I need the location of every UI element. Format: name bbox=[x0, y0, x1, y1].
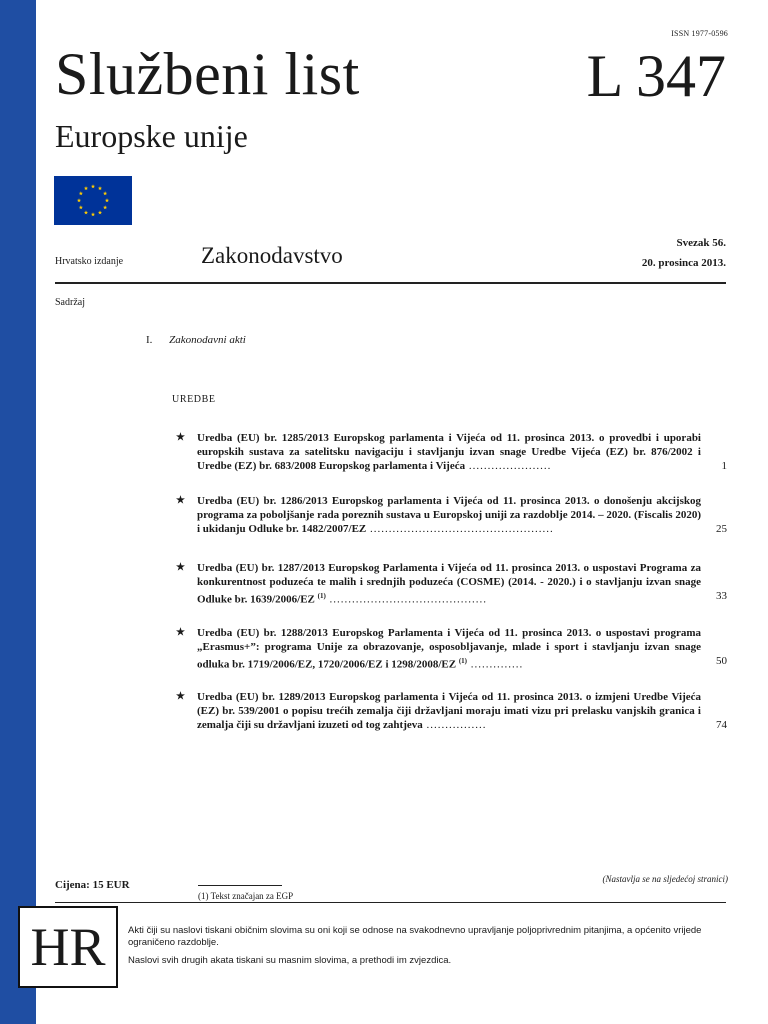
footnote-text: Tekst značajan za EGP bbox=[210, 891, 294, 901]
star-icon: ★ bbox=[176, 432, 185, 443]
toc-entry-5[interactable] bbox=[176, 690, 727, 732]
volume-number: Svezak 56. bbox=[676, 237, 726, 249]
footer-notes bbox=[128, 925, 726, 973]
section-title: Zakonodavstvo bbox=[201, 243, 343, 268]
footer-note-1: Akti čiji su naslovi tiskani običnim slovima su oni koji se odnose na svakodnevno upravljanje poljoprivrednim pitanjima, a općenito vrijede ograničeno razdoblje. bbox=[128, 925, 702, 948]
star-icon: ★ bbox=[176, 691, 185, 702]
price: Cijena: 15 EUR bbox=[55, 879, 130, 891]
toc-entry-3[interactable] bbox=[176, 561, 727, 607]
entry-title: Uredba (EU) br. 1286/2013 Europskog parlamenta i Vijeća od 11. prosinca 2013. o donošenju akcijskog programa za poboljšanje rada poreznih sustava u Europskoj uniji za razdoblje 2014. – 2020. (Fiscalis 2020) i ukidanju Odluke br. 1482/2007/EZ bbox=[197, 495, 701, 535]
entry-page: 50 bbox=[716, 655, 727, 667]
category-label: UREDBE bbox=[172, 394, 216, 405]
volume-info bbox=[642, 233, 726, 273]
entry-title: Uredba (EU) br. 1285/2013 Europskog parlamenta i Vijeća od 11. prosinca 2013. o provedbi i uporabi europskih sustava za satelitsku navigaciju i stavljanju izvan snage Uredbe Vijeća (EZ) br. 876/2002 i Uredbe (EZ) br. 683/2008 Europskog parlamenta i Vijeća bbox=[197, 432, 701, 472]
toc-entry-1[interactable] bbox=[176, 431, 727, 473]
part-number: I. bbox=[146, 334, 153, 346]
blue-side-bar bbox=[0, 0, 36, 1024]
leader-dots: .............. bbox=[467, 658, 524, 671]
footnote-ref[interactable]: (1) bbox=[317, 592, 326, 600]
footer-rule bbox=[55, 902, 726, 903]
leader-dots: ................................................. bbox=[366, 523, 554, 535]
eu-flag-icon bbox=[54, 176, 132, 225]
contents-label: Sadržaj bbox=[55, 297, 85, 308]
entry-page: 1 bbox=[721, 460, 727, 472]
star-icon: ★ bbox=[176, 627, 185, 638]
leader-dots: ...................... bbox=[465, 460, 552, 472]
continued-note: (Nastavlja se na sljedećoj stranici) bbox=[602, 874, 728, 884]
toc-entry-4[interactable] bbox=[176, 626, 727, 672]
part-heading bbox=[146, 334, 246, 346]
footer-note-2: Naslovi svih drugih akata tiskani su masnim slovima, a prethodi im zvjezdica. bbox=[128, 955, 452, 966]
leader-dots: .......................................... bbox=[325, 593, 488, 606]
entry-title: Uredba (EU) br. 1288/2013 Europskog Parlamenta i Vijeća od 11. prosinca 2013. o uspostavi programa „Erasmus+”: programa Unije za obrazovanje, osposobljavanje, mlade i sport i stavljanju izvan snage odluka br. 1719/2006/EZ, 1720/2006/EZ i 1298/2008/EZ bbox=[197, 627, 701, 671]
star-icon: ★ bbox=[176, 562, 185, 573]
footnote-mark: (1) bbox=[198, 891, 209, 901]
journal-subtitle: Europske unije bbox=[55, 118, 248, 154]
part-title: Zakonodavni akti bbox=[169, 334, 246, 346]
entry-page: 25 bbox=[716, 523, 727, 535]
issn: ISSN 1977-0596 bbox=[671, 29, 728, 38]
entry-title: Uredba (EU) br. 1289/2013 Europskog parlamenta i Vijeća od 11. prosinca 2013. o izmjeni Uredbe Vijeća (EZ) br. 539/2001 o popisu trećih zemalja čiji državljani moraju imati vizu pri prelasku vanjskih granica i zemalja čiji su državljani izuzeti od tog zahtjeva bbox=[197, 691, 701, 731]
header-rule bbox=[55, 282, 726, 284]
footnote bbox=[198, 891, 293, 901]
issue-date: 20. prosinca 2013. bbox=[641, 257, 726, 269]
star-icon: ★ bbox=[176, 495, 185, 506]
entry-page: 33 bbox=[716, 590, 727, 602]
issue-number: L 347 bbox=[586, 43, 726, 109]
toc-entry-2[interactable] bbox=[176, 494, 727, 536]
entry-page: 74 bbox=[716, 719, 727, 731]
footnote-ref[interactable]: (1) bbox=[458, 657, 467, 665]
entry-title: Uredba (EU) br. 1287/2013 Europskog Parlamenta i Vijeća od 11. prosinca 2013. o uspostavi Programa za konkurentnost poduzeća te malih i srednjih poduzeća (COSME) (2014. - 2020.) i o stavljanju izvan snage Odluke br. 1639/2006/EZ bbox=[197, 562, 701, 606]
leader-dots: ................ bbox=[422, 719, 487, 731]
footnote-rule bbox=[198, 885, 282, 886]
language-code-box: HR bbox=[18, 906, 118, 988]
edition-label: Hrvatsko izdanje bbox=[55, 256, 124, 267]
journal-title: Službeni list bbox=[55, 41, 360, 107]
